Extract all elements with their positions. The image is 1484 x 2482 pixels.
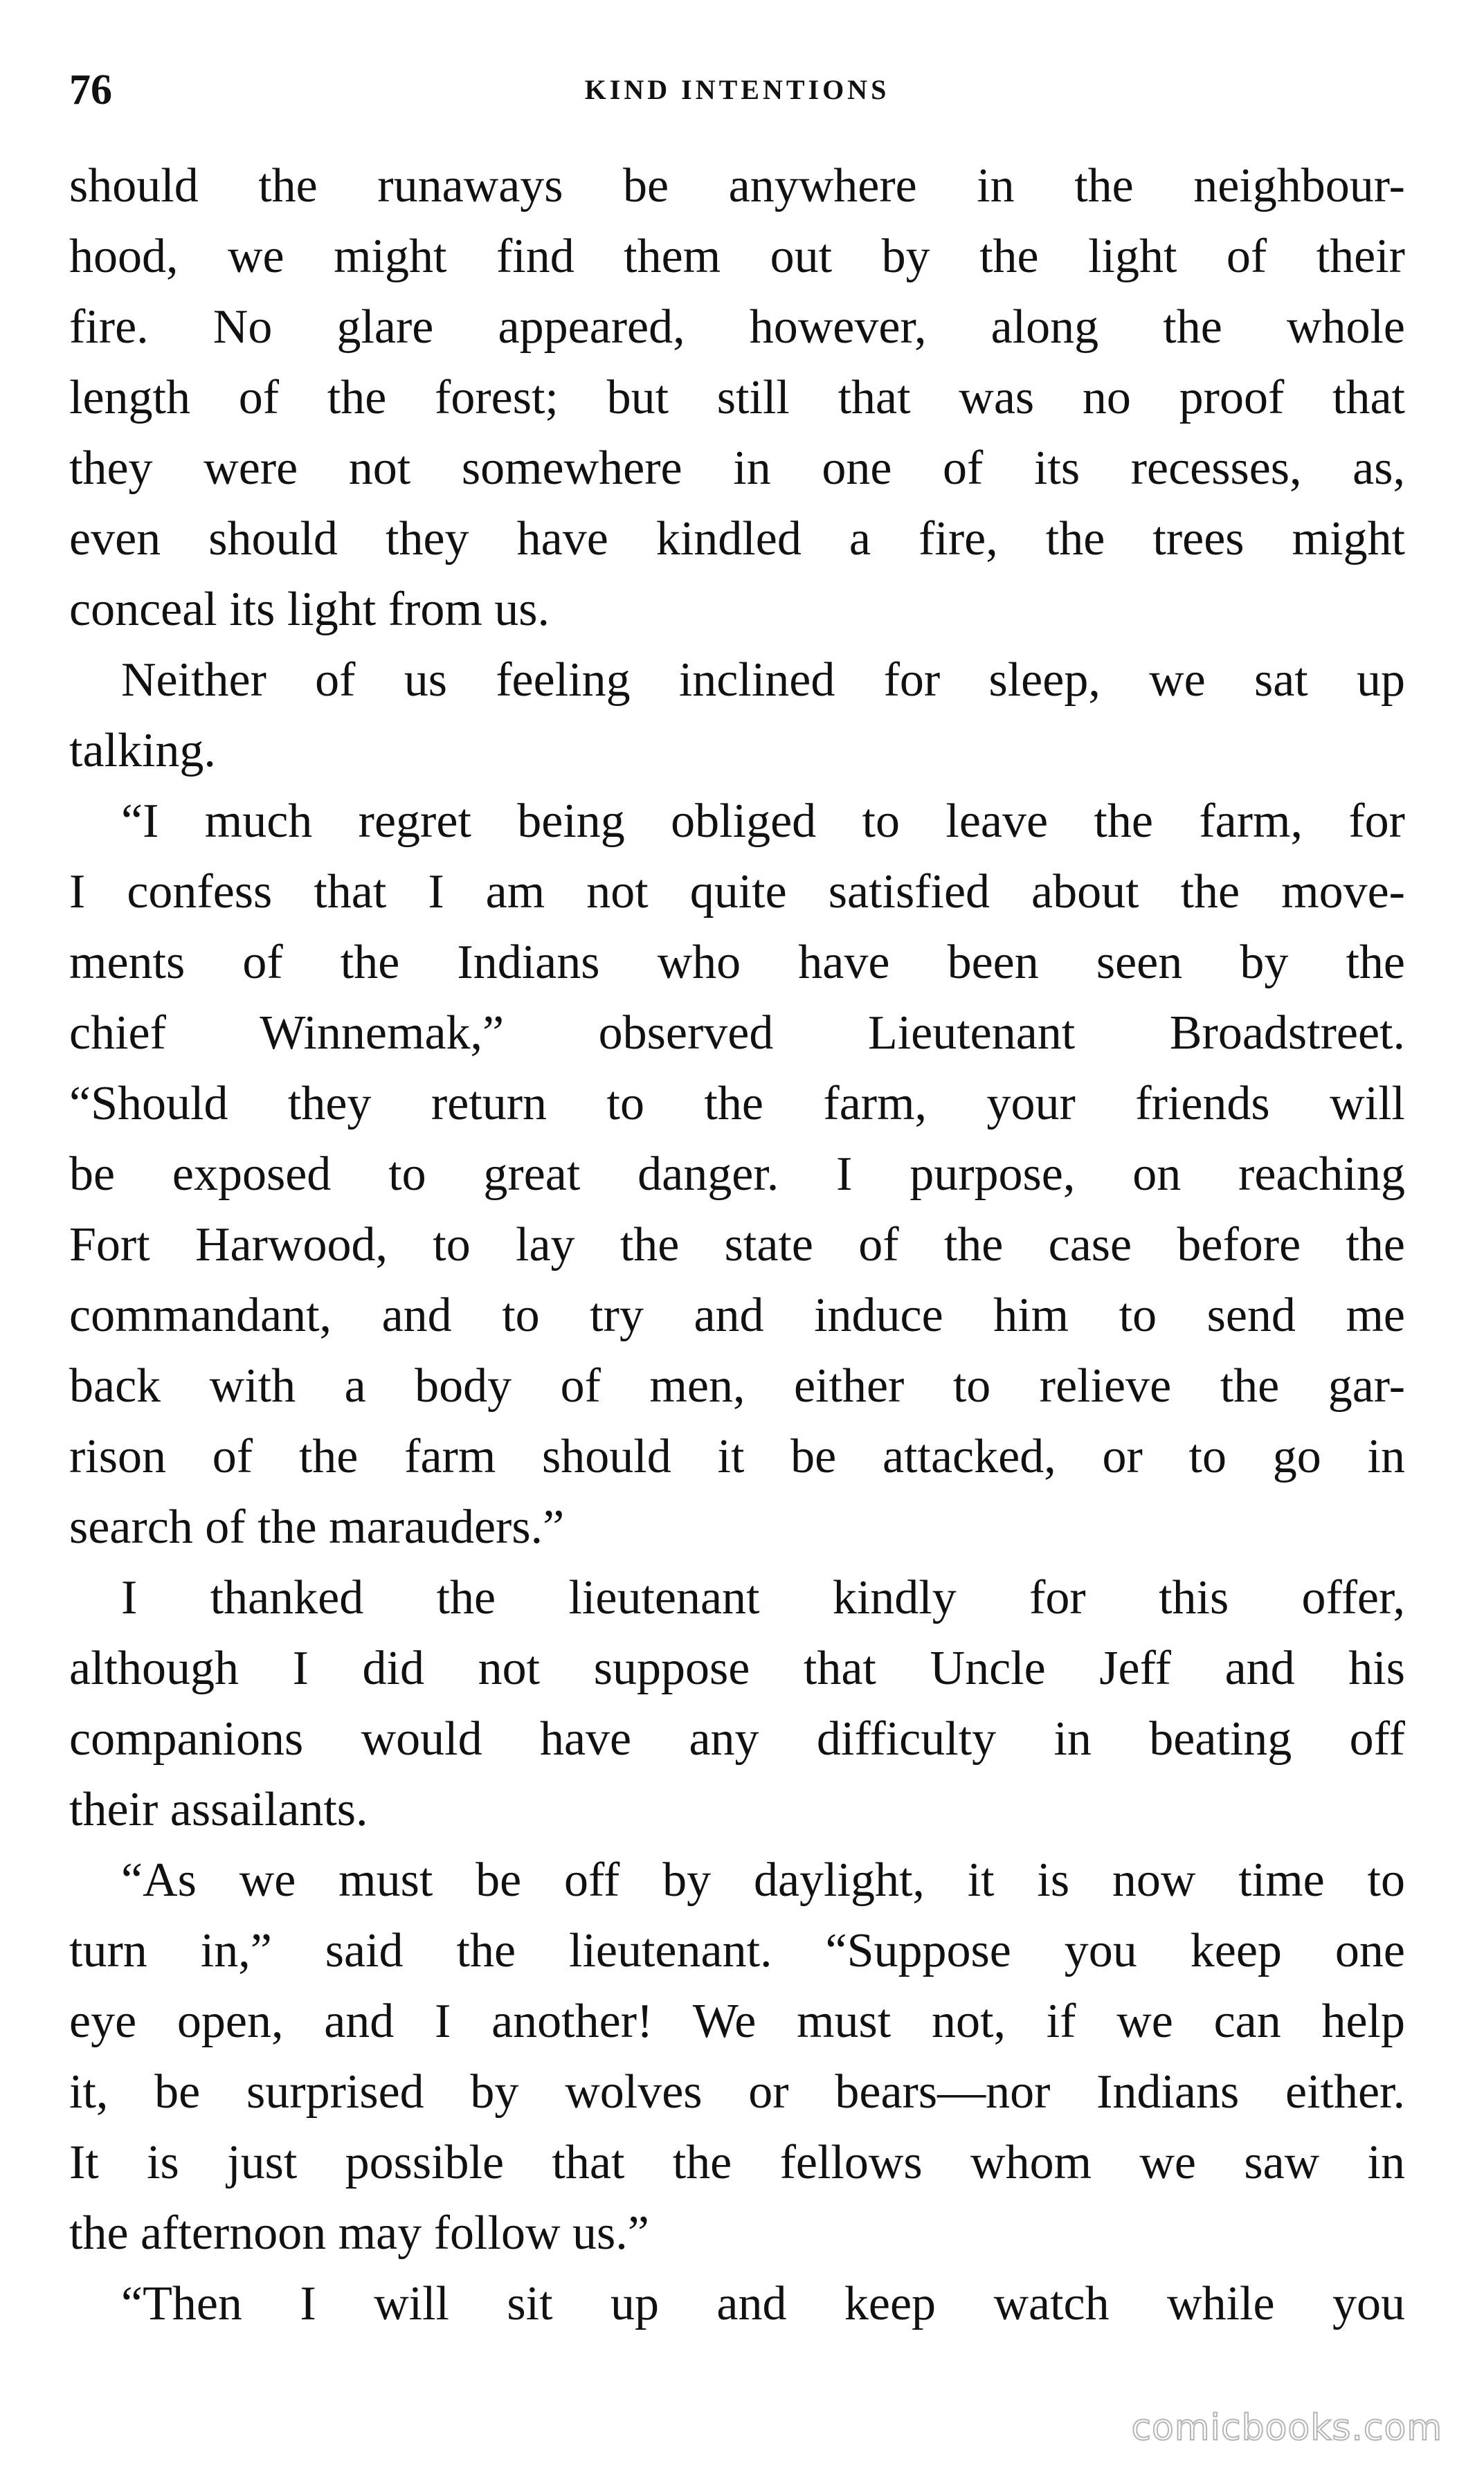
text-line: hood, we might find them out by the light of their (69, 230, 1405, 283)
text-line: Fort Harwood, to lay the state of the case before the (69, 1218, 1405, 1271)
text-line: rison of the farm should it be attacked, or to go in (69, 1430, 1405, 1483)
text-line: “Then I will sit up and keep watch while you (121, 2277, 1405, 2330)
text-line: “As we must be off by daylight, it is now time to (121, 1854, 1405, 1907)
text-line: eye open, and I another! We must not, if we can help (69, 1995, 1405, 2048)
paragraph (69, 786, 1405, 1563)
text-line: be exposed to great danger. I purpose, on reaching (69, 1148, 1405, 1201)
text-line: turn in,” said the lieutenant. “Suppose you keep one (69, 1924, 1405, 1977)
text-line: they were not somewhere in one of its recesses, as, (69, 442, 1405, 495)
text-line: it, be surprised by wolves or bears—nor Indians either. (69, 2065, 1405, 2119)
text-line: chief Winnemak,” observed Lieutenant Broadstreet. (69, 1006, 1405, 1060)
page-header (69, 55, 1405, 125)
paragraph (69, 1845, 1405, 2269)
text-line: I thanked the lieutenant kindly for this offer, (121, 1571, 1405, 1624)
paragraph (69, 1563, 1405, 1845)
paragraph (69, 151, 1405, 645)
site-watermark: comicbooks.com (1131, 2407, 1442, 2449)
text-line: although I did not suppose that Uncle Jeff and his (69, 1642, 1405, 1695)
text-line: companions would have any difficulty in beating off (69, 1712, 1405, 1766)
paragraph (69, 645, 1405, 786)
text-line: talking. (69, 724, 216, 777)
text-line: “I much regret being obliged to leave the farm, for (121, 795, 1405, 848)
text-line: Neither of us feeling inclined for sleep, we sat up (121, 653, 1405, 707)
text-line: commandant, and to try and induce him to send me (69, 1289, 1405, 1342)
text-line: “Should they return to the farm, your friends will (69, 1077, 1405, 1130)
text-line: even should they have kindled a fire, the trees might (69, 512, 1405, 565)
body-text (69, 151, 1405, 2339)
text-line: conceal its light from us. (69, 583, 550, 636)
text-line: their assailants. (69, 1783, 368, 1836)
text-line: should the runaways be anywhere in the neighbour- (69, 159, 1405, 212)
running-head: KIND INTENTIONS (584, 74, 890, 105)
text-line: ments of the Indians who have been seen by the (69, 936, 1405, 989)
text-line: I confess that I am not quite satisfied about the move- (69, 865, 1405, 918)
page-number: 76 (69, 66, 112, 114)
text-line: It is just possible that the fellows whom we saw in (69, 2136, 1405, 2189)
text-line: back with a body of men, either to relieve the gar- (69, 1359, 1405, 1413)
text-line: length of the forest; but still that was no proof that (69, 371, 1405, 424)
text-line: fire. No glare appeared, however, along the whole (69, 300, 1405, 354)
text-line: search of the marauders.” (69, 1501, 565, 1554)
text-line: the afternoon may follow us.” (69, 2207, 649, 2260)
paragraph (69, 2269, 1405, 2339)
